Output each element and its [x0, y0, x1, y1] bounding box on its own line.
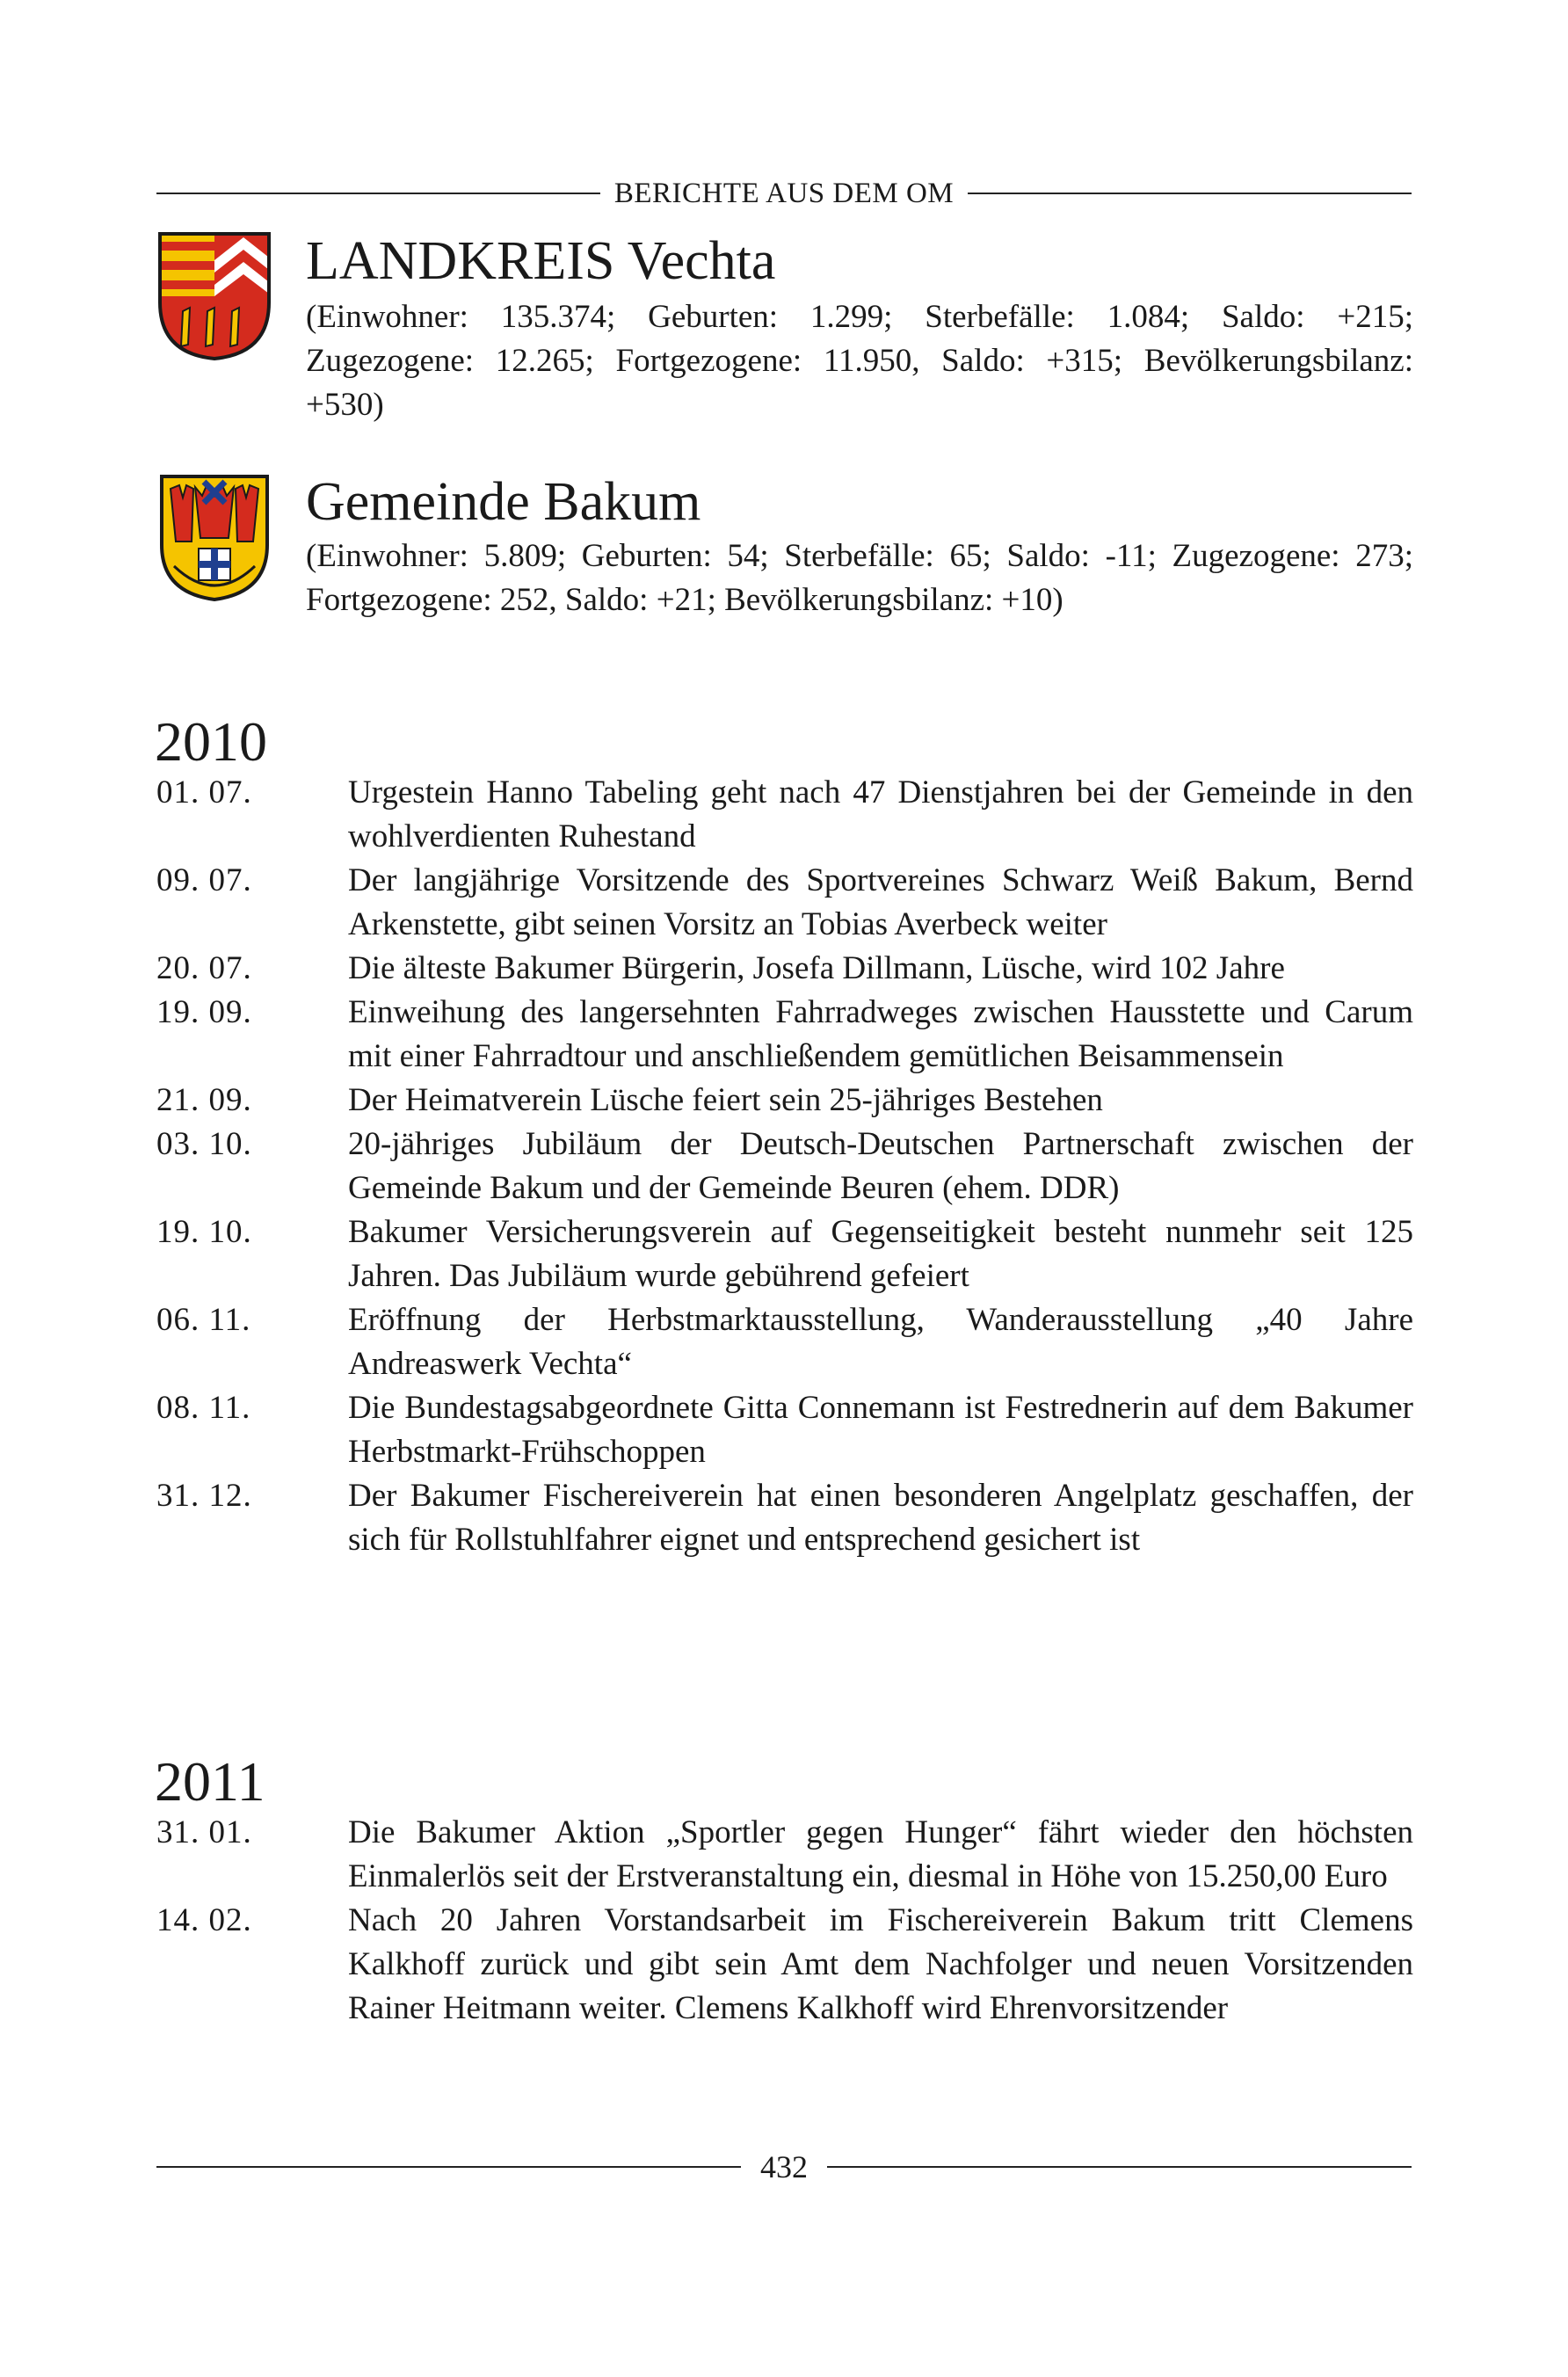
event-row [156, 859, 1413, 947]
event-row [156, 991, 1413, 1079]
event-date: 01. 07. [156, 774, 252, 811]
section-title: BERICHTE AUS DEM OM [613, 177, 955, 209]
event-row [156, 771, 1413, 859]
event-date: 03. 10. [156, 1126, 252, 1162]
district-statistics: (Einwohner: 135.374; Geburten: 1.299; Sterbefälle: 1.084; Saldo: +215; Zugezogene: 12.265; Fortgezogene: 11.950, Saldo: +315; Bevölkerungsbilanz: +530) [306, 299, 1413, 423]
event-text: Bakumer Versicherungsverein auf Gegenseitigkeit besteht nunmehr seit 125 Jahren. Das Jubiläum wurde gebührend gefeiert [348, 1214, 1413, 1294]
district-statistics: (Einwohner: 5.809; Geburten: 54; Sterbefälle: 65; Saldo: -11; Zugezogene: 273; Fortgezogene: 252, Saldo: +21; Bevölkerungsbilanz: +10) [306, 538, 1413, 618]
event-date: 06. 11. [156, 1302, 251, 1338]
event-date: 14. 02. [156, 1902, 252, 1938]
event-text: Urgestein Hanno Tabeling geht nach 47 Dienstjahren bei der Gemeinde in den wohlverdienten Ruhestand [348, 774, 1413, 854]
event-row [156, 1210, 1413, 1298]
event-text: Der Heimatverein Lüsche feiert sein 25-jähriges Bestehen [348, 1082, 1103, 1118]
event-date: 19. 10. [156, 1214, 252, 1250]
event-date: 09. 07. [156, 862, 252, 898]
page-footer [156, 2141, 1412, 2193]
event-date: 08. 11. [156, 1390, 251, 1426]
event-row [156, 1079, 1413, 1123]
event-list-2010 [156, 771, 1413, 1562]
event-row [156, 1123, 1413, 1210]
event-row [156, 1811, 1413, 1899]
event-row [156, 1899, 1413, 2031]
event-date: 31. 12. [156, 1478, 252, 1514]
event-date: 20. 07. [156, 950, 252, 986]
event-date: 21. 09. [156, 1082, 252, 1118]
event-row [156, 947, 1413, 991]
landkreis-vechta-coat-of-arms-icon [156, 230, 272, 362]
event-row [156, 1474, 1413, 1562]
page-number: 432 [760, 2149, 808, 2184]
running-header [156, 167, 1412, 220]
year-heading-2011: 2011 [155, 1750, 265, 1813]
header-rule-right [968, 193, 1412, 194]
event-text: Der Bakumer Fischereiverein hat einen besonderen Angelplatz geschaffen, der sich für Rollstuhlfahrer eignet und entsprechend gesichert ist [348, 1478, 1413, 1558]
district-landkreis-vechta [156, 230, 1422, 441]
event-date: 31. 01. [156, 1814, 252, 1850]
event-text: Der langjährige Vorsitzende des Sportvereines Schwarz Weiß Bakum, Bernd Arkenstette, gibt seinen Vorsitz an Tobias Averbeck weiter [348, 862, 1413, 942]
event-row [156, 1298, 1413, 1386]
event-row [156, 1386, 1413, 1474]
event-text: Die älteste Bakumer Bürgerin, Josefa Dillmann, Lüsche, wird 102 Jahre [348, 950, 1285, 986]
event-date: 19. 09. [156, 994, 252, 1030]
event-text: Einweihung des langersehnten Fahrradweges zwischen Hausstette und Carum mit einer Fahrradtour und anschließendem gemütlichen Beisammensein [348, 994, 1413, 1074]
event-text: Nach 20 Jahren Vorstandsarbeit im Fischereiverein Bakum tritt Clemens Kalkhoff zurück und gibt sein Amt dem Nachfolger und neuen Vorsitzenden Rainer Heitmann weiter. Clemens Kalkhoff wird Ehrenvorsitzender [348, 1902, 1413, 2026]
district-title: Gemeinde Bakum [306, 472, 701, 532]
year-heading-2010: 2010 [155, 710, 267, 773]
footer-rule-right [827, 2166, 1412, 2168]
event-text: 20-jähriges Jubiläum der Deutsch-Deutschen Partnerschaft zwischen der Gemeinde Bakum und der Gemeinde Beuren (ehem. DDR) [348, 1126, 1413, 1206]
footer-rule-left [156, 2166, 741, 2168]
event-text: Die Bakumer Aktion „Sportler gegen Hunger“ fährt wieder den höchsten Einmalerlös seit der Erstveranstaltung ein, diesmal in Höhe von 15.250,00 Euro [348, 1814, 1413, 1894]
gemeinde-bakum-coat-of-arms-icon [156, 471, 272, 603]
header-rule-left [156, 193, 600, 194]
event-text: Die Bundestagsabgeordnete Gitta Connemann ist Festrednerin auf dem Bakumer Herbstmarkt-Frühschoppen [348, 1390, 1413, 1470]
district-title: LANDKREIS Vechta [306, 231, 776, 291]
event-list-2011 [156, 1811, 1413, 2031]
district-gemeinde-bakum [156, 471, 1422, 638]
event-text: Eröffnung der Herbstmarktausstellung, Wanderausstellung „40 Jahre Andreaswerk Vechta“ [348, 1302, 1413, 1382]
